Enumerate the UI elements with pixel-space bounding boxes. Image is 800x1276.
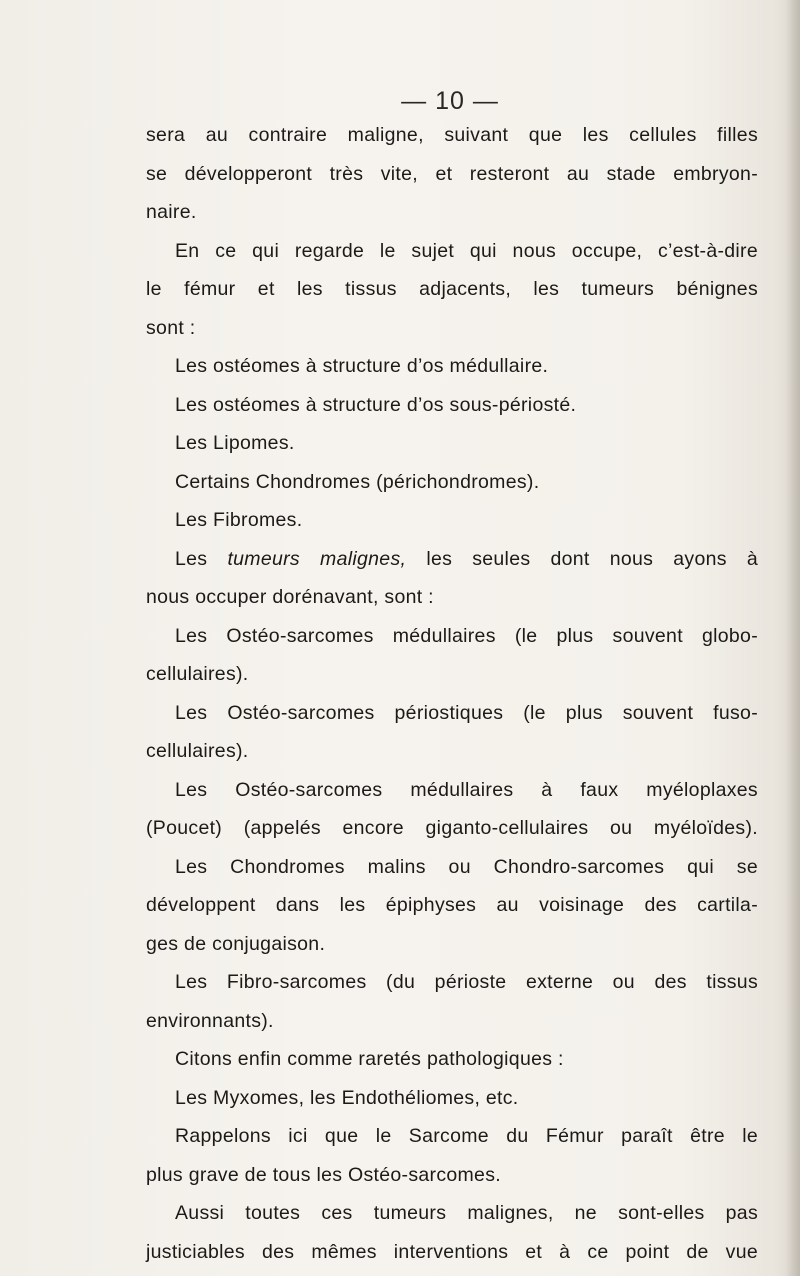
- text-line: En ce qui regarde le sujet qui nous occupe, c’est-à-dire: [175, 239, 758, 262]
- text-line: Aussi toutes ces tumeurs malignes, ne sont-elles pas: [175, 1202, 758, 1224]
- list-item: Les Ostéo-sarcomes médullaires (le plus souvent globo-: [175, 624, 758, 647]
- page-edge-shadow: [786, 0, 800, 1276]
- text-line: Citons enfin comme raretés pathologiques :: [175, 1048, 564, 1070]
- list-item: Les Ostéo-sarcomes périostiques (le plus souvent fuso-: [175, 701, 758, 724]
- text-line: se développeront très vite, et resteront au stade embryon-: [146, 162, 758, 185]
- text-line: justiciables des mêmes interventions et à ce point de vue: [146, 1240, 758, 1263]
- text-line: (Poucet) (appelés encore giganto-cellulaires ou myéloïdes).: [146, 817, 758, 839]
- list-item: Certains Chondromes (périchondromes).: [175, 470, 540, 493]
- list-item: Les Myxomes, les Endothéliomes, etc.: [175, 1086, 519, 1109]
- text-line: plus grave de tous les Ostéo-sarcomes.: [146, 1163, 501, 1186]
- text-line: naire.: [146, 201, 197, 223]
- text-line: [146, 540, 758, 579]
- list-item: Les Fibromes.: [175, 509, 303, 531]
- text-line: nous occuper dorénavant, sont :: [146, 586, 434, 608]
- list-item: Les Chondromes malins ou Chondro-sarcomes qui se: [175, 855, 758, 878]
- list-item: Les Lipomes.: [175, 432, 295, 454]
- text-line: sont :: [146, 316, 196, 339]
- list-item: Les ostéomes à structure d’os médullaire.: [175, 355, 549, 377]
- text-line: cellulaires).: [146, 740, 249, 762]
- text-segment: Les: [175, 547, 208, 570]
- text-line: le fémur et les tissus adjacents, les tumeurs bénignes: [146, 278, 758, 300]
- list-item: Les Fibro-sarcomes (du périoste externe ou des tissus: [175, 971, 758, 993]
- text-line: ges de conjugaison.: [146, 932, 326, 955]
- text-line: cellulaires).: [146, 663, 249, 685]
- text-segment: les seules dont nous ayons à: [426, 547, 759, 570]
- list-item: Les Ostéo-sarcomes médullaires à faux myéloplaxes: [175, 778, 758, 801]
- text-line: Rappelons ici que le Sarcome du Fémur paraît être le: [175, 1125, 758, 1147]
- list-item: Les ostéomes à structure d’os sous-périosté.: [175, 393, 577, 416]
- text-line: développent dans les épiphyses au voisinage des cartila-: [146, 894, 758, 916]
- text-line: environnants).: [146, 1009, 274, 1032]
- page-number: — 10 —: [401, 87, 499, 115]
- text-line: sera au contraire maligne, suivant que les cellules filles: [146, 124, 758, 146]
- body-text: [146, 116, 758, 1271]
- italic-emphasis: tumeurs malignes,: [227, 547, 407, 570]
